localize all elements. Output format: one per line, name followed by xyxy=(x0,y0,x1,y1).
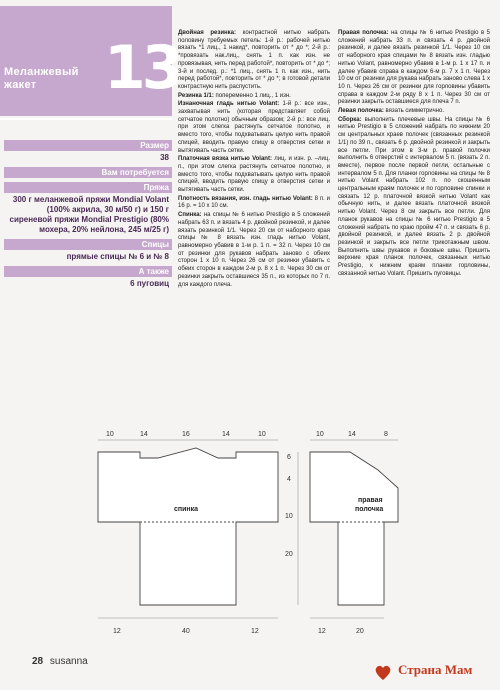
watermark-text: Страна Мам xyxy=(398,662,473,677)
front-label-line1: правая xyxy=(358,497,383,504)
info-heading: Пряжа xyxy=(4,182,172,193)
front-top-dim-1: 10 xyxy=(316,431,324,438)
info-heading: Спицы xyxy=(4,239,172,250)
back-top-dim-1: 10 xyxy=(106,431,114,438)
info-heading: А также xyxy=(4,266,172,277)
front-bottom-dim-1: 12 xyxy=(318,628,326,635)
info-value: 6 пуговиц xyxy=(130,279,169,288)
title-line1: Меланжевый xyxy=(4,66,79,78)
info-value: 38 xyxy=(160,153,169,162)
info-value: прямые спицы № 6 и № 8 xyxy=(66,252,169,261)
back-bottom-dim-3: 12 xyxy=(251,628,259,635)
watermark-logo-icon xyxy=(372,662,394,682)
page-footer xyxy=(32,656,88,667)
magazine-name: susanna xyxy=(49,656,88,667)
title-line2: жакет xyxy=(4,79,37,91)
paragraph-lead: Левая полочка: xyxy=(338,108,384,115)
back-top-dim-5: 10 xyxy=(258,431,266,438)
paragraph-text: 8 п. и 16 р. = 10 х 10 см. xyxy=(178,195,330,210)
paragraph-text: контрастной нитью набрать половину требуемых петель: 1-й р.: рабочей нитью вязать *1 лиц., 1 накид*, повторить от * до *; 2-й р.: *провязать нак.лиц., снять 1 п. как изн. не провязывая, нить перед работой*, повторить от * до *; 3-й и послед. р.: *1 лиц., снять 1 п. как изн., нить перед работой*, повторить от * до *; в готовой детали контрастную нить распустить. xyxy=(178,30,330,90)
front-side-dim-4: 20 xyxy=(285,551,293,558)
paragraph-lead: Изнаночная гладь нитью Volant: xyxy=(178,101,280,108)
back-bottom-dim-2: 40 xyxy=(182,628,190,635)
front-side-dim-3: 10 xyxy=(285,513,293,520)
page-number: 28 xyxy=(32,656,44,667)
paragraph-text: на спицы № 6 нитью Prestigio в 5 сложений набрать 33 п. и связать 4 р. двойной резинкой, и далее вязать резинкой 1/1. Через 10 см от наборного края спицами № 8 вязать изн. гладью нитью Volant, равномерно убавив в 1-м р. 1 х 17 п. и далее убавив справа в каждом 6-м р. 7 х 1 п. Через 10 см от резинки для рукава набрать заново слева 1 х 10 п. Через 26 см от резинки для горловины убавить справа в каждом 2-м ряду 8 х 1 п. Через 30 см от резинки закрыть оставшиеся для плеча 7 п. xyxy=(338,30,490,106)
back-bottom-dim-1: 12 xyxy=(113,628,121,635)
paragraph-text: выполнить плечевые швы. На спицы № 6 нитью Prestigio в 5 сложений набрать по нижним 20 см центральных краев полочек (связанных резинкой 1/1) по 39 п., связать 6 р. двойной резинкой и закрыть все петли. При этом в 3-м р. правой полочки выполнить 6 отверстий с интервалом 5 п. (вязать 2 п. вместе), первое после первой петли, остальные с интервалом 5 п. Для планки горловины на спицы № 8 нитью Volant набрать 102 п. по скошенным центральным краям полочек и по горловине спинки и связать 12 р. платочной вязкой нитью Volant как обычную нить, и далее вязать платочной вязкой нитью Volant. Через 8 см закрыть все петли. Для планок рукавов на спицы № 6 нитью Prestigio в 5 сложений набрать по краю пройм 47 п. и связать 6 р. двойной резинкой, и далее вязать 2 р. двойной резинкой и закрыть все петли трикотажным швом. Выполнить швы рукавов и боковые швы. Пришить верхние края планок полочек, связанных нитью Prestigio, к нижним краям планки горловины, связанной нитью Volant. Пришить пуговицы. xyxy=(338,116,490,277)
back-top-dim-3: 16 xyxy=(182,431,190,438)
front-side-dim-1: 6 xyxy=(287,454,291,461)
info-heading: Размер xyxy=(4,140,172,151)
paragraph-lead: Двойная резинка: xyxy=(178,30,236,36)
paragraph-lead: Спинка: xyxy=(178,212,202,219)
pattern-number: 13 xyxy=(104,33,180,103)
back-diagram xyxy=(98,440,278,618)
paragraph-text: 1-й р.: все изн., захватывая нить (которая представляет собой сетчатое полотно) обычным образом; 2-й р.: все лиц. при этом слегка растянуть сетчатое полотно, и вместо того, чтобы подхватывать целую нить правой спицей, вводить правую спицу в отверстия сетки и вытягивать часть сетки. xyxy=(178,101,330,154)
back-label: спинка xyxy=(174,506,199,513)
info-value: 300 г меланжевой пряжи Mondial Volant (100% акрила, 30 м/50 г) и 150 г сиреневой пряжи Mondial Prestigio (80% мохера, 20% нейлона, 245 м/25 г) xyxy=(9,195,169,234)
info-heading: Вам потребуется xyxy=(4,167,172,178)
back-top-dim-4: 14 xyxy=(222,431,230,438)
front-top-dim-2: 14 xyxy=(348,431,356,438)
paragraph-lead: Платочная вязка нитью Volant: xyxy=(178,156,272,163)
paragraph-text: на спицы № 6 нитью Prestigio в 5 сложений набрать 63 п. и вязать 4 р. двойной резинкой, и далее вязать резинкой 1/1. Через 20 см от наборного края спицы № 8 вязать изн. гладь нитью Volant, равномерно убавив в 1-м р. 1 п. = 32 п. Через 10 см от резинки для рукавов набрать заново с обеих сторон 1 х 10 п. Через 26 см от резинки убавить с обеих сторон в каждом 2-м р. 8 х 1 п. Через 30 см от резинки закрыть оставшиеся 35 п., из которых по 7 п. для каждого плеча. xyxy=(178,212,330,288)
back-top-dim-2: 14 xyxy=(140,431,148,438)
front-outline xyxy=(310,452,398,605)
front-diagram xyxy=(298,440,398,618)
front-bottom-dim-2: 20 xyxy=(356,628,364,635)
paragraph-lead: Плотность вязания, изн. гладь нитью Volant: xyxy=(178,195,313,202)
front-side-dim-2: 4 xyxy=(287,476,291,483)
back-outline xyxy=(98,448,278,605)
paragraph-lead: Сборка: xyxy=(338,116,362,123)
front-top-dim-3: 8 xyxy=(384,431,388,438)
watermark xyxy=(368,660,490,684)
front-label-line2: полочка xyxy=(355,506,384,513)
paragraph-text: вязать симметрично. xyxy=(385,108,445,115)
paragraph-text: лиц. и изн. р. –лиц. п., при этом слегка растянуть сетчатое полотно, и вместо того, чтобы подхватывать целую нить правой спицей, вводить правую спицу в отверстия сетки и вытягивать часть сетки. xyxy=(178,156,331,194)
paragraph-text: попеременно 1 лиц., 1 изн. xyxy=(215,92,291,99)
paragraph-lead: Резинка 1/1: xyxy=(178,92,214,99)
paragraph-lead: Правая полочка: xyxy=(338,30,389,36)
